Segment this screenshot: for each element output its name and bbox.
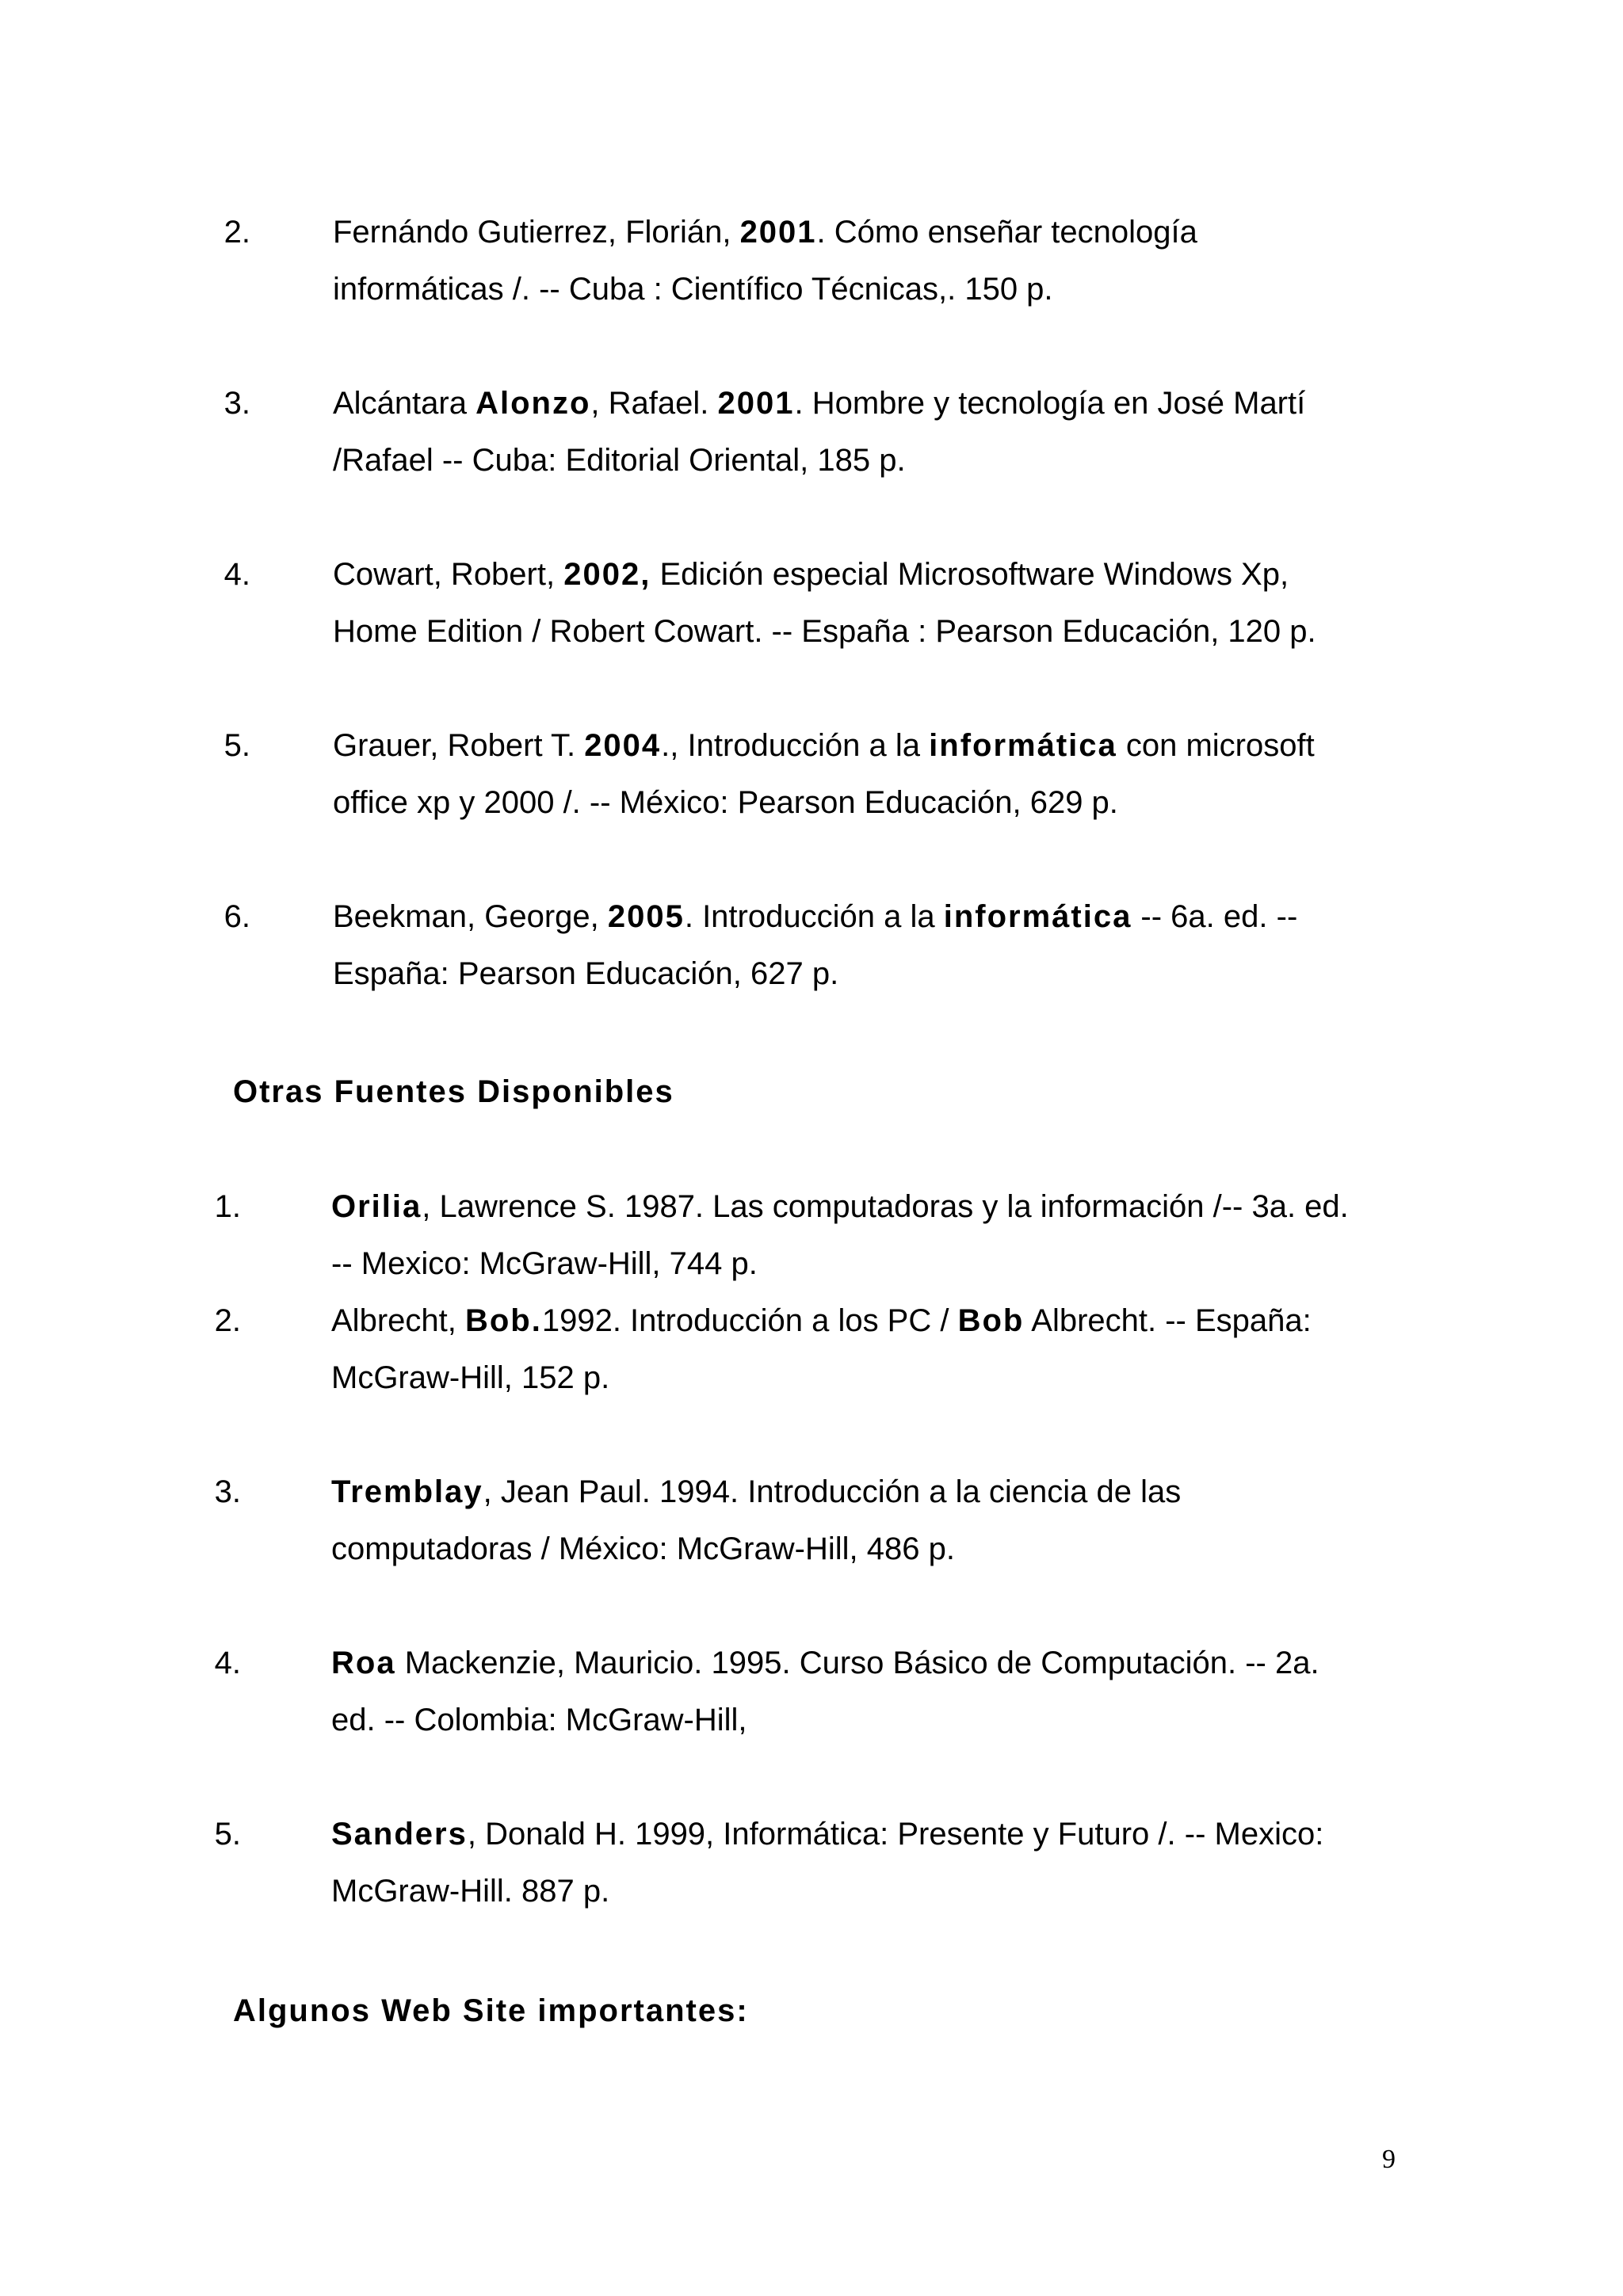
- reference-text: [331, 1463, 1425, 1577]
- text-segment: , Lawrence S. 1987. Las computadoras y la información /-- 3a. ed.: [422, 1189, 1349, 1224]
- text-segment: España: Pearson Educación, 627 p.: [333, 956, 839, 991]
- reference-entry: [0, 888, 1623, 1002]
- text-segment: informáticas /. -- Cuba : Científico Técnicas,. 150 p.: [333, 272, 1053, 307]
- text-segment: ., Introducción a la: [661, 728, 930, 763]
- reference-entry: [0, 717, 1623, 831]
- bold-keyword: Alonzo: [475, 386, 591, 421]
- text-segment: office xp y 2000 /. -- México: Pearson Educación, 629 p.: [333, 785, 1118, 820]
- text-segment: , Donald H. 1999, Informática: Presente y Futuro /. -- Mexico:: [467, 1817, 1324, 1852]
- reference-line2: [331, 1349, 1425, 1406]
- text-segment: Grauer, Robert T.: [333, 728, 585, 763]
- reference-text: [333, 546, 1426, 660]
- bold-keyword: Sanders: [331, 1817, 468, 1852]
- reference-text: [331, 1292, 1425, 1406]
- text-segment: . Introducción a la: [684, 899, 944, 934]
- reference-text: [333, 717, 1426, 831]
- text-segment: Fernándo Gutierrez, Florián,: [333, 215, 740, 250]
- bold-keyword: Orilia: [331, 1189, 422, 1224]
- text-segment: Edición especial Microsoftware Windows Xp,: [651, 557, 1289, 592]
- page-number: 9: [1382, 2145, 1396, 2174]
- bold-keyword: Tremblay: [331, 1474, 483, 1509]
- text-segment: Mackenzie, Mauricio. 1995. Curso Básico de Computación. -- 2a.: [395, 1646, 1319, 1680]
- reference-line1: [333, 375, 1426, 432]
- reference-entry: [0, 1292, 1623, 1406]
- reference-line1: [333, 888, 1426, 945]
- bold-keyword: 2004: [584, 728, 662, 763]
- reference-number: 3.: [214, 1474, 241, 1509]
- text-segment: /Rafael -- Cuba: Editorial Oriental, 185 p.: [333, 443, 906, 478]
- bold-keyword: 2001: [739, 215, 817, 250]
- reference-entry: [0, 1178, 1623, 1292]
- reference-number: 1.: [214, 1189, 241, 1224]
- reference-entry: [0, 1463, 1623, 1577]
- reference-entry: [0, 546, 1623, 660]
- reference-number: 3.: [223, 386, 250, 421]
- text-segment: -- Mexico: McGraw-Hill, 744 p.: [331, 1246, 758, 1281]
- reference-line2: [331, 1691, 1425, 1749]
- text-segment: Home Edition / Robert Cowart. -- España : Pearson Educación, 120 p.: [333, 614, 1316, 649]
- bold-keyword: informática: [929, 728, 1117, 763]
- reference-line2: [333, 603, 1426, 660]
- text-segment: Albrecht. -- España:: [1024, 1303, 1312, 1338]
- text-segment: computadoras / México: McGraw-Hill, 486 p.: [331, 1531, 955, 1566]
- reference-number: 5.: [223, 728, 250, 763]
- bold-keyword: informática: [943, 899, 1132, 934]
- reference-line2: [331, 1863, 1425, 1920]
- heading-otras-fuentes: Otras Fuentes Disponibles: [233, 1074, 674, 1109]
- reference-text: [333, 204, 1426, 318]
- reference-line2: [333, 261, 1426, 318]
- bold-keyword: Roa: [331, 1646, 396, 1680]
- bold-keyword: Bob: [957, 1303, 1025, 1338]
- reference-line1: [331, 1634, 1425, 1691]
- reference-entry: [0, 1634, 1623, 1749]
- bold-keyword: 2001: [717, 386, 795, 421]
- bold-keyword: 2002,: [563, 557, 651, 592]
- reference-number: 4.: [214, 1646, 241, 1680]
- reference-line2: [331, 1235, 1425, 1292]
- reference-line1: [331, 1178, 1425, 1235]
- reference-line1: [333, 717, 1426, 774]
- text-segment: con microsoft: [1117, 728, 1315, 763]
- reference-text: [331, 1806, 1425, 1920]
- text-segment: Alcántara: [333, 386, 476, 421]
- bold-keyword: 2005: [607, 899, 685, 934]
- reference-number: 6.: [223, 899, 250, 934]
- reference-text: [333, 375, 1426, 489]
- text-segment: . Hombre y tecnología en José Martí: [794, 386, 1306, 421]
- text-segment: Albrecht,: [331, 1303, 465, 1338]
- text-segment: , Rafael.: [590, 386, 718, 421]
- reference-number: 2.: [223, 215, 250, 250]
- reference-line2: [331, 1520, 1425, 1577]
- reference-text: [333, 888, 1426, 1002]
- reference-entry: [0, 204, 1623, 318]
- text-segment: McGraw-Hill, 152 p.: [331, 1360, 610, 1395]
- text-segment: 1992. Introducción a los PC /: [541, 1303, 958, 1338]
- heading-web-sites: Algunos Web Site importantes:: [233, 1993, 749, 2028]
- text-segment: -- 6a. ed. --: [1132, 899, 1298, 934]
- bold-keyword: Bob.: [464, 1303, 542, 1338]
- reference-entry: [0, 375, 1623, 489]
- text-segment: McGraw-Hill. 887 p.: [331, 1874, 610, 1909]
- reference-text: [331, 1634, 1425, 1749]
- text-segment: , Jean Paul. 1994. Introducción a la ciencia de las: [483, 1474, 1182, 1509]
- reference-line2: [333, 774, 1426, 831]
- reference-line1: [331, 1806, 1425, 1863]
- reference-entry: [0, 1806, 1623, 1920]
- text-segment: Beekman, George,: [333, 899, 608, 934]
- reference-line1: [331, 1292, 1425, 1349]
- reference-line2: [333, 945, 1426, 1002]
- reference-number: 4.: [223, 557, 250, 592]
- reference-number: 2.: [214, 1303, 241, 1338]
- text-segment: Cowart, Robert,: [333, 557, 564, 592]
- reference-line1: [333, 546, 1426, 603]
- reference-text: [331, 1178, 1425, 1292]
- reference-line1: [331, 1463, 1425, 1520]
- reference-line1: [333, 204, 1426, 261]
- text-segment: . Cómo enseñar tecnología: [816, 215, 1197, 250]
- reference-number: 5.: [214, 1817, 241, 1852]
- text-segment: ed. -- Colombia: McGraw-Hill,: [331, 1703, 747, 1737]
- reference-line2: [333, 432, 1426, 489]
